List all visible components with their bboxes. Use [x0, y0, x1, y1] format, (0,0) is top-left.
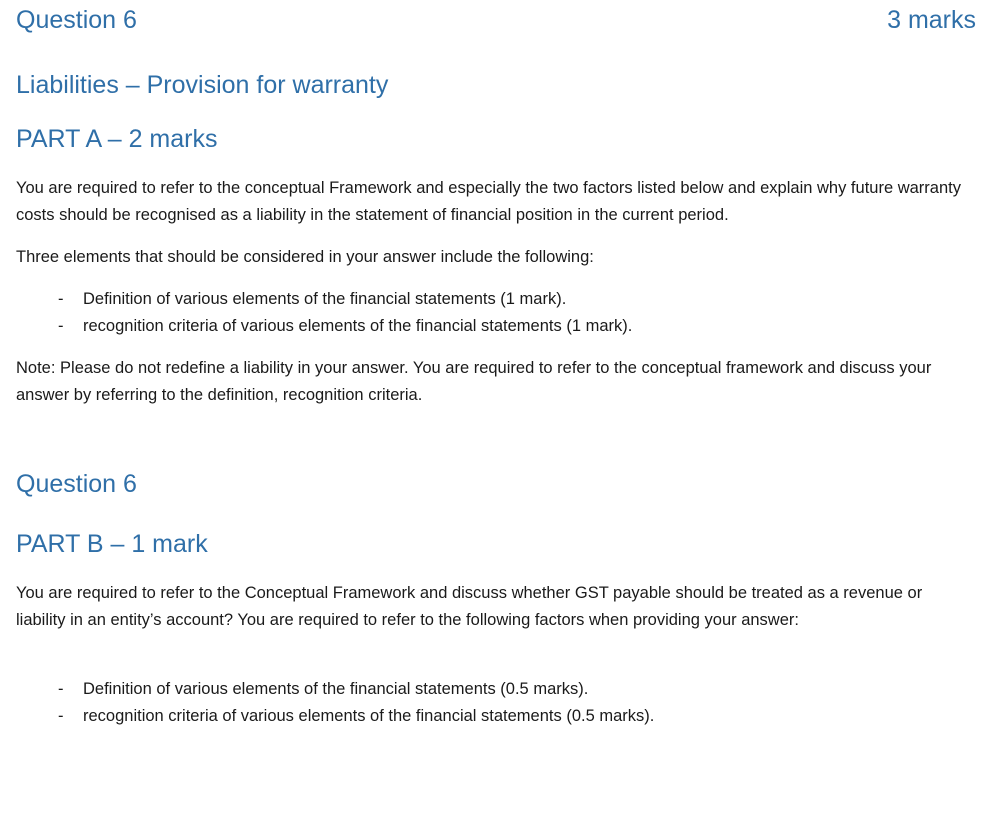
part-a-heading: PART A – 2 marks [16, 125, 218, 153]
list-item-text: Definition of various elements of the financial statements (1 mark). [83, 290, 567, 308]
bullet-dash: - [58, 680, 64, 698]
list-item-text: recognition criteria of various elements of the financial statements (1 mark). [83, 317, 633, 335]
list-item [16, 286, 976, 313]
bullet-dash: - [58, 707, 64, 725]
part-b-instruction: You are required to refer to the Conceptual Framework and discuss whether GST payable should be treated as a revenue or liability in an entity’s account? You are required to refer to the following factors when providing your answer: [16, 584, 923, 629]
part-a-note: Note: Please do not redefine a liability in your answer. You are required to refer to the conceptual framework and discuss your answer by referring to the definition, recognition criteria. [16, 359, 932, 404]
question-title-part-a: Question 6 [16, 6, 137, 34]
topic-heading: Liabilities – Provision for warranty [16, 71, 389, 99]
list-item-text: recognition criteria of various elements of the financial statements (0.5 marks). [83, 707, 655, 725]
total-marks: 3 marks [887, 6, 976, 34]
document-page [16, 0, 976, 818]
question-title-part-b: Question 6 [16, 470, 137, 498]
list-item-text: Definition of various elements of the financial statements (0.5 marks). [83, 680, 589, 698]
bullet-dash: - [58, 317, 64, 335]
part-a-instruction: You are required to refer to the conceptual Framework and especially the two factors listed below and explain why future warranty costs should be recognised as a liability in the statement of financial position in the current period. [16, 179, 961, 224]
part-b-heading: PART B – 1 mark [16, 530, 208, 558]
bullet-dash: - [58, 290, 64, 308]
part-a-elements-intro: Three elements that should be considered in your answer include the following: [16, 248, 594, 266]
part-b-bullet-list [16, 676, 976, 730]
list-item [16, 703, 976, 730]
list-item [16, 676, 976, 703]
list-item [16, 313, 976, 340]
part-a-bullet-list [16, 286, 976, 340]
